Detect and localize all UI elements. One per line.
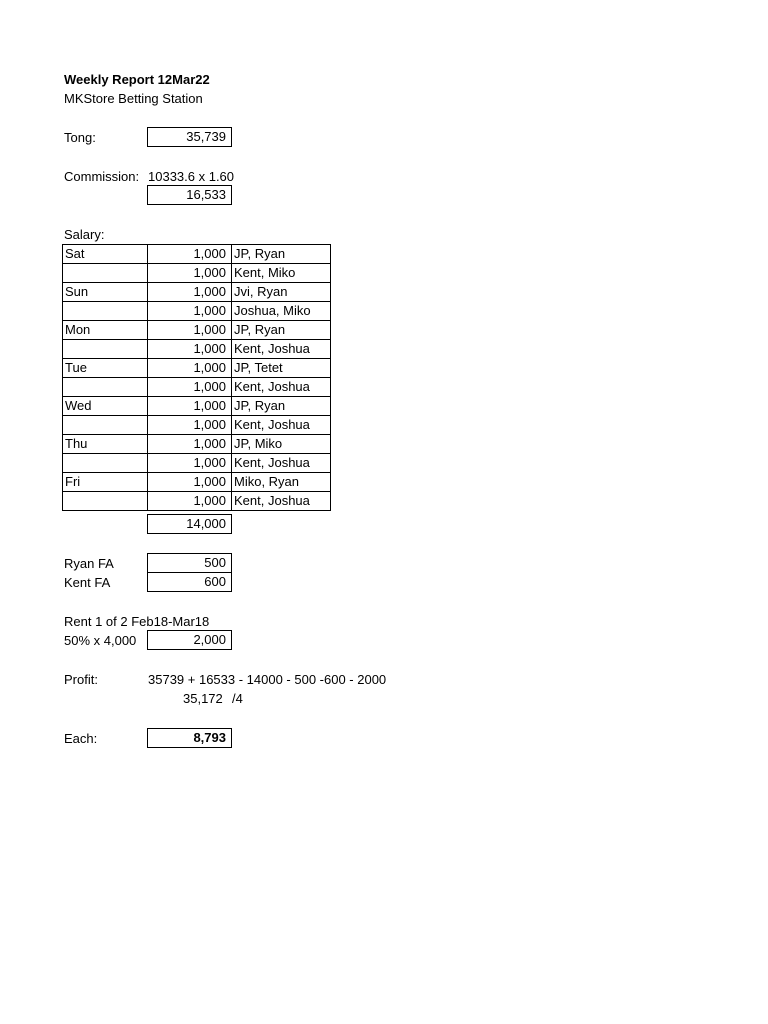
kent-fa-label: Kent FA: [64, 575, 111, 590]
salary-names-cell: JP, Ryan: [232, 245, 331, 264]
salary-day-cell: [63, 378, 148, 397]
rent-label: Rent 1 of 2 Feb18-Mar18: [64, 614, 210, 629]
salary-table: [62, 244, 331, 511]
commission-label: Commission:: [64, 169, 140, 184]
salary-day-cell: [63, 264, 148, 283]
salary-amount-cell: 1,000: [148, 245, 232, 264]
profit-formula: 35739 + 16533 - 14000 - 500 -600 - 2000: [148, 672, 387, 687]
salary-amount-cell: 1,000: [148, 302, 232, 321]
commission-value: 16,533: [147, 185, 232, 205]
salary-amount-cell: 1,000: [148, 473, 232, 492]
kent-fa-value: 600: [147, 572, 232, 592]
salary-day-cell: Sat: [63, 245, 148, 264]
salary-names-cell: Kent, Joshua: [232, 492, 331, 511]
each-label: Each:: [64, 731, 98, 746]
salary-names-cell: JP, Tetet: [232, 359, 331, 378]
salary-day-cell: Fri: [63, 473, 148, 492]
salary-row: [63, 378, 331, 397]
salary-names-cell: Kent, Joshua: [232, 378, 331, 397]
salary-names-cell: Kent, Miko: [232, 264, 331, 283]
salary-row: [63, 283, 331, 302]
ryan-fa-value: 500: [147, 553, 232, 573]
salary-names-cell: Kent, Joshua: [232, 416, 331, 435]
salary-row: [63, 454, 331, 473]
report-subtitle: MKStore Betting Station: [64, 91, 203, 106]
ryan-fa-label: Ryan FA: [64, 556, 114, 571]
salary-amount-cell: 1,000: [148, 321, 232, 340]
salary-row: [63, 492, 331, 511]
salary-row: [63, 397, 331, 416]
salary-day-cell: [63, 302, 148, 321]
salary-day-cell: Sun: [63, 283, 148, 302]
salary-names-cell: Kent, Joshua: [232, 340, 331, 359]
salary-day-cell: Mon: [63, 321, 148, 340]
salary-amount-cell: 1,000: [148, 454, 232, 473]
salary-names-cell: Joshua, Miko: [232, 302, 331, 321]
tong-label: Tong:: [64, 130, 96, 145]
report-title: Weekly Report 12Mar22: [64, 72, 210, 87]
salary-day-cell: [63, 416, 148, 435]
profit-value: 35,172: [183, 691, 223, 706]
rent-value: 2,000: [147, 630, 232, 650]
salary-amount-cell: 1,000: [148, 264, 232, 283]
salary-row: [63, 264, 331, 283]
salary-label: Salary:: [64, 227, 105, 242]
salary-total: 14,000: [147, 514, 232, 534]
salary-day-cell: [63, 340, 148, 359]
salary-day-cell: [63, 454, 148, 473]
salary-names-cell: Miko, Ryan: [232, 473, 331, 492]
salary-row: [63, 321, 331, 340]
profit-label: Profit:: [64, 672, 98, 687]
salary-amount-cell: 1,000: [148, 283, 232, 302]
salary-row: [63, 245, 331, 264]
salary-row: [63, 435, 331, 454]
salary-row: [63, 340, 331, 359]
salary-amount-cell: 1,000: [148, 416, 232, 435]
salary-day-cell: [63, 492, 148, 511]
salary-day-cell: Thu: [63, 435, 148, 454]
salary-row: [63, 302, 331, 321]
rent-formula: 50% x 4,000: [64, 633, 137, 648]
profit-divisor: /4: [232, 691, 243, 706]
salary-names-cell: JP, Miko: [232, 435, 331, 454]
salary-names-cell: Kent, Joshua: [232, 454, 331, 473]
salary-row: [63, 416, 331, 435]
salary-amount-cell: 1,000: [148, 359, 232, 378]
salary-amount-cell: 1,000: [148, 435, 232, 454]
commission-formula: 10333.6 x 1.60: [148, 169, 235, 184]
salary-row: [63, 473, 331, 492]
salary-names-cell: JP, Ryan: [232, 321, 331, 340]
salary-amount-cell: 1,000: [148, 397, 232, 416]
salary-amount-cell: 1,000: [148, 492, 232, 511]
each-value: 8,793: [147, 728, 232, 748]
salary-day-cell: Wed: [63, 397, 148, 416]
salary-amount-cell: 1,000: [148, 378, 232, 397]
tong-value: 35,739: [147, 127, 232, 147]
salary-day-cell: Tue: [63, 359, 148, 378]
salary-amount-cell: 1,000: [148, 340, 232, 359]
salary-names-cell: JP, Ryan: [232, 397, 331, 416]
salary-row: [63, 359, 331, 378]
salary-names-cell: Jvi, Ryan: [232, 283, 331, 302]
